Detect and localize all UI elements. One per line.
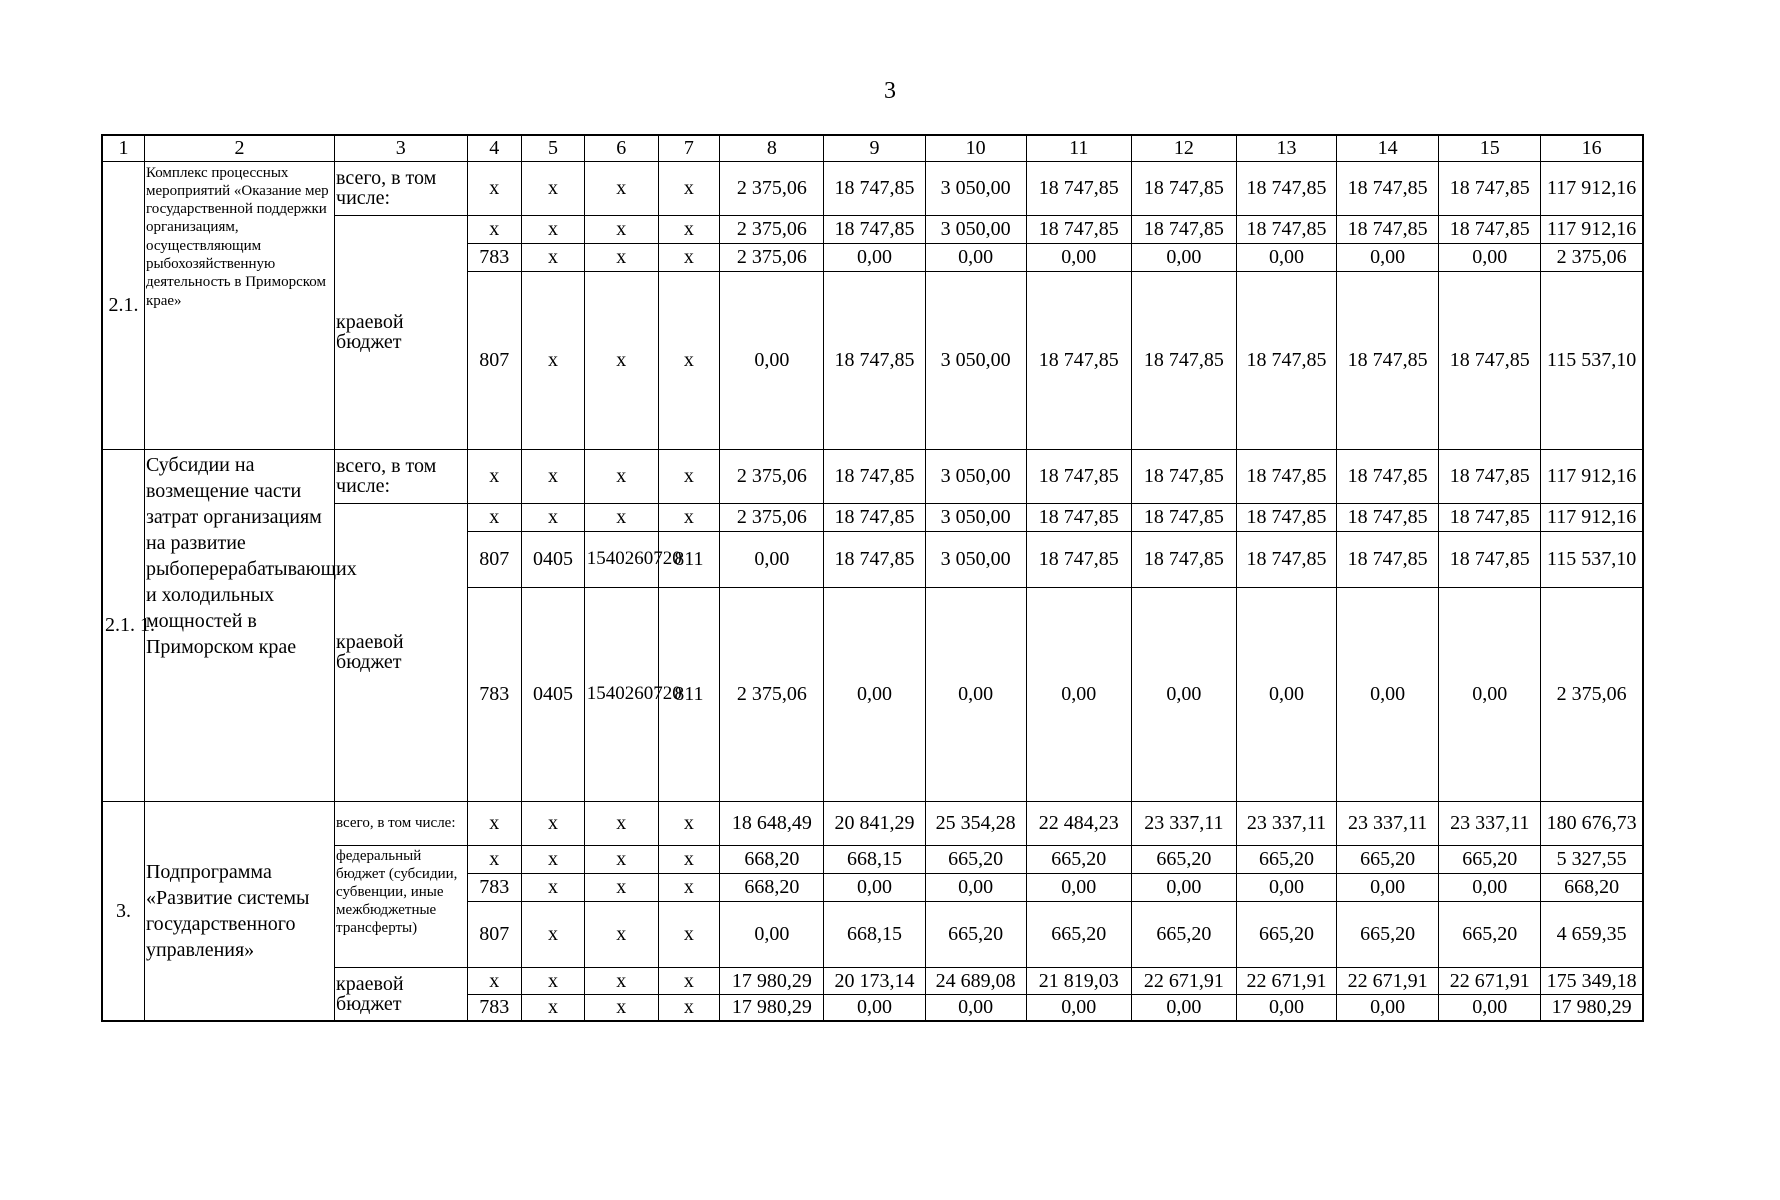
amount-cell: 18 747,85 bbox=[824, 449, 925, 503]
amount-cell: 18 747,85 bbox=[1131, 271, 1236, 449]
amount-cell: 2 375,06 bbox=[720, 161, 824, 215]
funding-source-label: всего, в том числе: bbox=[335, 801, 467, 845]
amount-cell: 0,00 bbox=[824, 994, 925, 1021]
code-cell: x bbox=[522, 243, 585, 271]
amount-cell: 18 747,85 bbox=[1337, 449, 1439, 503]
amount-cell: 25 354,28 bbox=[925, 801, 1026, 845]
amount-cell: 18 747,85 bbox=[1131, 503, 1236, 531]
code-cell: x bbox=[584, 215, 658, 243]
amount-cell: 665,20 bbox=[1131, 845, 1236, 873]
amount-cell: 5 327,55 bbox=[1541, 845, 1643, 873]
amount-cell: 0,00 bbox=[1236, 873, 1336, 901]
amount-cell: 18 747,85 bbox=[1337, 215, 1439, 243]
amount-cell: 0,00 bbox=[925, 587, 1026, 801]
table-row bbox=[102, 449, 1643, 503]
code-cell: x bbox=[467, 449, 522, 503]
header-row bbox=[102, 135, 1643, 161]
amount-cell: 22 671,91 bbox=[1439, 967, 1541, 994]
code-cell: x bbox=[584, 901, 658, 967]
amount-cell: 18 747,85 bbox=[1236, 215, 1336, 243]
column-header: 15 bbox=[1439, 135, 1541, 161]
amount-cell: 117 912,16 bbox=[1541, 215, 1643, 243]
funding-source-label: краевой бюджет bbox=[335, 967, 467, 1021]
code-cell: 783 bbox=[467, 243, 522, 271]
code-cell: x bbox=[467, 845, 522, 873]
amount-cell: 4 659,35 bbox=[1541, 901, 1643, 967]
row-index: 3. bbox=[102, 801, 144, 1021]
amount-cell: 18 747,85 bbox=[824, 503, 925, 531]
amount-cell: 18 747,85 bbox=[1236, 503, 1336, 531]
amount-cell: 18 747,85 bbox=[1026, 503, 1131, 531]
amount-cell: 18 747,85 bbox=[1236, 271, 1336, 449]
amount-cell: 665,20 bbox=[925, 901, 1026, 967]
budget-table bbox=[101, 134, 1644, 1022]
amount-cell: 117 912,16 bbox=[1541, 161, 1643, 215]
amount-cell: 2 375,06 bbox=[720, 449, 824, 503]
code-cell: x bbox=[584, 161, 658, 215]
code-cell: 807 bbox=[467, 271, 522, 449]
amount-cell: 0,00 bbox=[1439, 243, 1541, 271]
amount-cell: 665,20 bbox=[925, 845, 1026, 873]
amount-cell: 18 747,85 bbox=[824, 215, 925, 243]
amount-cell: 665,20 bbox=[1439, 901, 1541, 967]
amount-cell: 668,15 bbox=[824, 901, 925, 967]
amount-cell: 18 747,85 bbox=[1026, 271, 1131, 449]
amount-cell: 2 375,06 bbox=[720, 503, 824, 531]
code-cell: 807 bbox=[467, 901, 522, 967]
code-cell: x bbox=[584, 271, 658, 449]
code-cell: x bbox=[584, 243, 658, 271]
amount-cell: 23 337,11 bbox=[1337, 801, 1439, 845]
amount-cell: 0,00 bbox=[1236, 587, 1336, 801]
amount-cell: 0,00 bbox=[1131, 873, 1236, 901]
code-cell: x bbox=[584, 503, 658, 531]
code-cell: x bbox=[584, 994, 658, 1021]
amount-cell: 0,00 bbox=[1337, 873, 1439, 901]
amount-cell: 0,00 bbox=[1026, 994, 1131, 1021]
amount-cell: 0,00 bbox=[1026, 587, 1131, 801]
column-header: 12 bbox=[1131, 135, 1236, 161]
funding-source-label: всего, в том числе: bbox=[335, 449, 467, 503]
row-index: 2.1. 1. bbox=[102, 449, 144, 801]
amount-cell: 665,20 bbox=[1026, 901, 1131, 967]
code-cell: x bbox=[658, 901, 720, 967]
amount-cell: 18 747,85 bbox=[1439, 215, 1541, 243]
code-cell: 1540260720 bbox=[584, 531, 658, 587]
code-cell: x bbox=[584, 801, 658, 845]
code-cell: x bbox=[522, 449, 585, 503]
code-cell: x bbox=[658, 801, 720, 845]
amount-cell: 2 375,06 bbox=[1541, 587, 1643, 801]
code-cell: 807 bbox=[467, 531, 522, 587]
amount-cell: 665,20 bbox=[1236, 901, 1336, 967]
code-cell: x bbox=[584, 873, 658, 901]
amount-cell: 2 375,06 bbox=[1541, 243, 1643, 271]
amount-cell: 0,00 bbox=[925, 873, 1026, 901]
amount-cell: 18 747,85 bbox=[1236, 161, 1336, 215]
amount-cell: 18 747,85 bbox=[1131, 161, 1236, 215]
code-cell: x bbox=[522, 967, 585, 994]
amount-cell: 18 747,85 bbox=[1026, 449, 1131, 503]
amount-cell: 0,00 bbox=[1337, 243, 1439, 271]
column-header: 10 bbox=[925, 135, 1026, 161]
amount-cell: 23 337,11 bbox=[1131, 801, 1236, 845]
funding-source-label: всего, в том числе: bbox=[335, 161, 467, 215]
column-header: 9 bbox=[824, 135, 925, 161]
amount-cell: 18 747,85 bbox=[1026, 161, 1131, 215]
amount-cell: 18 747,85 bbox=[1439, 449, 1541, 503]
amount-cell: 0,00 bbox=[1026, 873, 1131, 901]
code-cell: x bbox=[584, 845, 658, 873]
code-cell: x bbox=[584, 449, 658, 503]
column-header: 13 bbox=[1236, 135, 1336, 161]
funding-source-label: краевой бюджет bbox=[335, 215, 467, 449]
amount-cell: 22 671,91 bbox=[1236, 967, 1336, 994]
amount-cell: 0,00 bbox=[1439, 873, 1541, 901]
amount-cell: 18 747,85 bbox=[1337, 503, 1439, 531]
amount-cell: 668,20 bbox=[720, 873, 824, 901]
column-header: 11 bbox=[1026, 135, 1131, 161]
table-row bbox=[102, 801, 1643, 845]
funding-source-label: федеральный бюджет (субсидии, субвенции, иные межбюджетные трансферты) bbox=[335, 845, 467, 967]
amount-cell: 668,20 bbox=[720, 845, 824, 873]
code-cell: 0405 bbox=[522, 531, 585, 587]
amount-cell: 115 537,10 bbox=[1541, 271, 1643, 449]
amount-cell: 18 747,85 bbox=[1439, 503, 1541, 531]
amount-cell: 115 537,10 bbox=[1541, 531, 1643, 587]
code-cell: x bbox=[658, 994, 720, 1021]
amount-cell: 0,00 bbox=[720, 271, 824, 449]
amount-cell: 0,00 bbox=[1439, 587, 1541, 801]
amount-cell: 18 648,49 bbox=[720, 801, 824, 845]
amount-cell: 3 050,00 bbox=[925, 531, 1026, 587]
code-cell: x bbox=[522, 801, 585, 845]
code-cell: x bbox=[658, 161, 720, 215]
amount-cell: 23 337,11 bbox=[1439, 801, 1541, 845]
code-cell: 783 bbox=[467, 587, 522, 801]
column-header: 16 bbox=[1541, 135, 1643, 161]
amount-cell: 180 676,73 bbox=[1541, 801, 1643, 845]
amount-cell: 18 747,85 bbox=[1337, 531, 1439, 587]
amount-cell: 18 747,85 bbox=[1439, 531, 1541, 587]
code-cell: x bbox=[467, 801, 522, 845]
code-cell: x bbox=[467, 503, 522, 531]
code-cell: x bbox=[658, 271, 720, 449]
column-header: 7 bbox=[658, 135, 720, 161]
amount-cell: 18 747,85 bbox=[1337, 271, 1439, 449]
amount-cell: 24 689,08 bbox=[925, 967, 1026, 994]
amount-cell: 18 747,85 bbox=[1439, 161, 1541, 215]
amount-cell: 18 747,85 bbox=[1026, 215, 1131, 243]
code-cell: 783 bbox=[467, 873, 522, 901]
amount-cell: 665,20 bbox=[1337, 901, 1439, 967]
amount-cell: 22 484,23 bbox=[1026, 801, 1131, 845]
item-name: Субсидии на возмещение части затрат организациям на развитие рыбоперерабатывающих и холодильных мощностей в Приморском крае bbox=[144, 449, 334, 801]
code-cell: 811 bbox=[658, 587, 720, 801]
code-cell: x bbox=[467, 161, 522, 215]
amount-cell: 117 912,16 bbox=[1541, 503, 1643, 531]
column-header: 2 bbox=[144, 135, 334, 161]
amount-cell: 18 747,85 bbox=[824, 161, 925, 215]
amount-cell: 3 050,00 bbox=[925, 449, 1026, 503]
amount-cell: 0,00 bbox=[1337, 587, 1439, 801]
amount-cell: 17 980,29 bbox=[720, 967, 824, 994]
amount-cell: 3 050,00 bbox=[925, 215, 1026, 243]
funding-source-label: краевой бюджет bbox=[335, 503, 467, 801]
amount-cell: 18 747,85 bbox=[1131, 531, 1236, 587]
amount-cell: 0,00 bbox=[1439, 994, 1541, 1021]
amount-cell: 2 375,06 bbox=[720, 587, 824, 801]
amount-cell: 668,15 bbox=[824, 845, 925, 873]
column-header: 4 bbox=[467, 135, 522, 161]
amount-cell: 2 375,06 bbox=[720, 243, 824, 271]
amount-cell: 23 337,11 bbox=[1236, 801, 1336, 845]
code-cell: 811 bbox=[658, 531, 720, 587]
amount-cell: 0,00 bbox=[925, 243, 1026, 271]
amount-cell: 3 050,00 bbox=[925, 503, 1026, 531]
amount-cell: 117 912,16 bbox=[1541, 449, 1643, 503]
code-cell: x bbox=[658, 845, 720, 873]
column-header: 3 bbox=[335, 135, 467, 161]
code-cell: x bbox=[522, 161, 585, 215]
code-cell: x bbox=[658, 243, 720, 271]
amount-cell: 21 819,03 bbox=[1026, 967, 1131, 994]
amount-cell: 2 375,06 bbox=[720, 215, 824, 243]
amount-cell: 0,00 bbox=[1131, 587, 1236, 801]
column-header: 5 bbox=[522, 135, 585, 161]
code-cell: x bbox=[658, 215, 720, 243]
amount-cell: 0,00 bbox=[925, 994, 1026, 1021]
code-cell: 1540260720 bbox=[584, 587, 658, 801]
amount-cell: 665,20 bbox=[1026, 845, 1131, 873]
column-header: 6 bbox=[584, 135, 658, 161]
code-cell: x bbox=[467, 967, 522, 994]
code-cell: x bbox=[658, 503, 720, 531]
amount-cell: 0,00 bbox=[720, 901, 824, 967]
amount-cell: 3 050,00 bbox=[925, 271, 1026, 449]
amount-cell: 22 671,91 bbox=[1337, 967, 1439, 994]
amount-cell: 18 747,85 bbox=[1131, 215, 1236, 243]
row-index: 2.1. bbox=[102, 161, 144, 449]
amount-cell: 0,00 bbox=[720, 531, 824, 587]
column-header: 1 bbox=[102, 135, 144, 161]
amount-cell: 18 747,85 bbox=[1236, 531, 1336, 587]
item-name: Подпрограмма «Развитие системы государственного управления» bbox=[144, 801, 334, 1021]
amount-cell: 665,20 bbox=[1236, 845, 1336, 873]
code-cell: x bbox=[522, 901, 585, 967]
code-cell: x bbox=[522, 503, 585, 531]
code-cell: x bbox=[658, 967, 720, 994]
amount-cell: 665,20 bbox=[1439, 845, 1541, 873]
amount-cell: 0,00 bbox=[1026, 243, 1131, 271]
amount-cell: 18 747,85 bbox=[824, 271, 925, 449]
amount-cell: 17 980,29 bbox=[720, 994, 824, 1021]
amount-cell: 0,00 bbox=[824, 587, 925, 801]
amount-cell: 0,00 bbox=[1131, 994, 1236, 1021]
code-cell: x bbox=[522, 271, 585, 449]
amount-cell: 3 050,00 bbox=[925, 161, 1026, 215]
code-cell: x bbox=[467, 215, 522, 243]
amount-cell: 0,00 bbox=[1236, 994, 1336, 1021]
code-cell: 783 bbox=[467, 994, 522, 1021]
amount-cell: 0,00 bbox=[1131, 243, 1236, 271]
code-cell: x bbox=[522, 845, 585, 873]
amount-cell: 18 747,85 bbox=[1439, 271, 1541, 449]
amount-cell: 0,00 bbox=[824, 873, 925, 901]
amount-cell: 20 173,14 bbox=[824, 967, 925, 994]
code-cell: x bbox=[522, 873, 585, 901]
code-cell: x bbox=[522, 994, 585, 1021]
code-cell: x bbox=[522, 215, 585, 243]
amount-cell: 18 747,85 bbox=[1337, 161, 1439, 215]
column-header: 8 bbox=[720, 135, 824, 161]
amount-cell: 0,00 bbox=[824, 243, 925, 271]
code-cell: x bbox=[658, 873, 720, 901]
amount-cell: 17 980,29 bbox=[1541, 994, 1643, 1021]
item-name: Комплекс процессных мероприятий «Оказание мер государственной поддержки организациям, осуществляющим рыбохозяйственную деятельность в Приморском крае» bbox=[144, 161, 334, 449]
code-cell: x bbox=[658, 449, 720, 503]
amount-cell: 20 841,29 bbox=[824, 801, 925, 845]
table-row bbox=[102, 161, 1643, 215]
amount-cell: 175 349,18 bbox=[1541, 967, 1643, 994]
amount-cell: 668,20 bbox=[1541, 873, 1643, 901]
amount-cell: 18 747,85 bbox=[824, 531, 925, 587]
amount-cell: 22 671,91 bbox=[1131, 967, 1236, 994]
amount-cell: 665,20 bbox=[1337, 845, 1439, 873]
amount-cell: 0,00 bbox=[1337, 994, 1439, 1021]
amount-cell: 665,20 bbox=[1131, 901, 1236, 967]
code-cell: x bbox=[584, 967, 658, 994]
amount-cell: 18 747,85 bbox=[1026, 531, 1131, 587]
amount-cell: 18 747,85 bbox=[1131, 449, 1236, 503]
column-header: 14 bbox=[1337, 135, 1439, 161]
page-number: 3 bbox=[884, 78, 896, 104]
code-cell: 0405 bbox=[522, 587, 585, 801]
amount-cell: 18 747,85 bbox=[1236, 449, 1336, 503]
amount-cell: 0,00 bbox=[1236, 243, 1336, 271]
